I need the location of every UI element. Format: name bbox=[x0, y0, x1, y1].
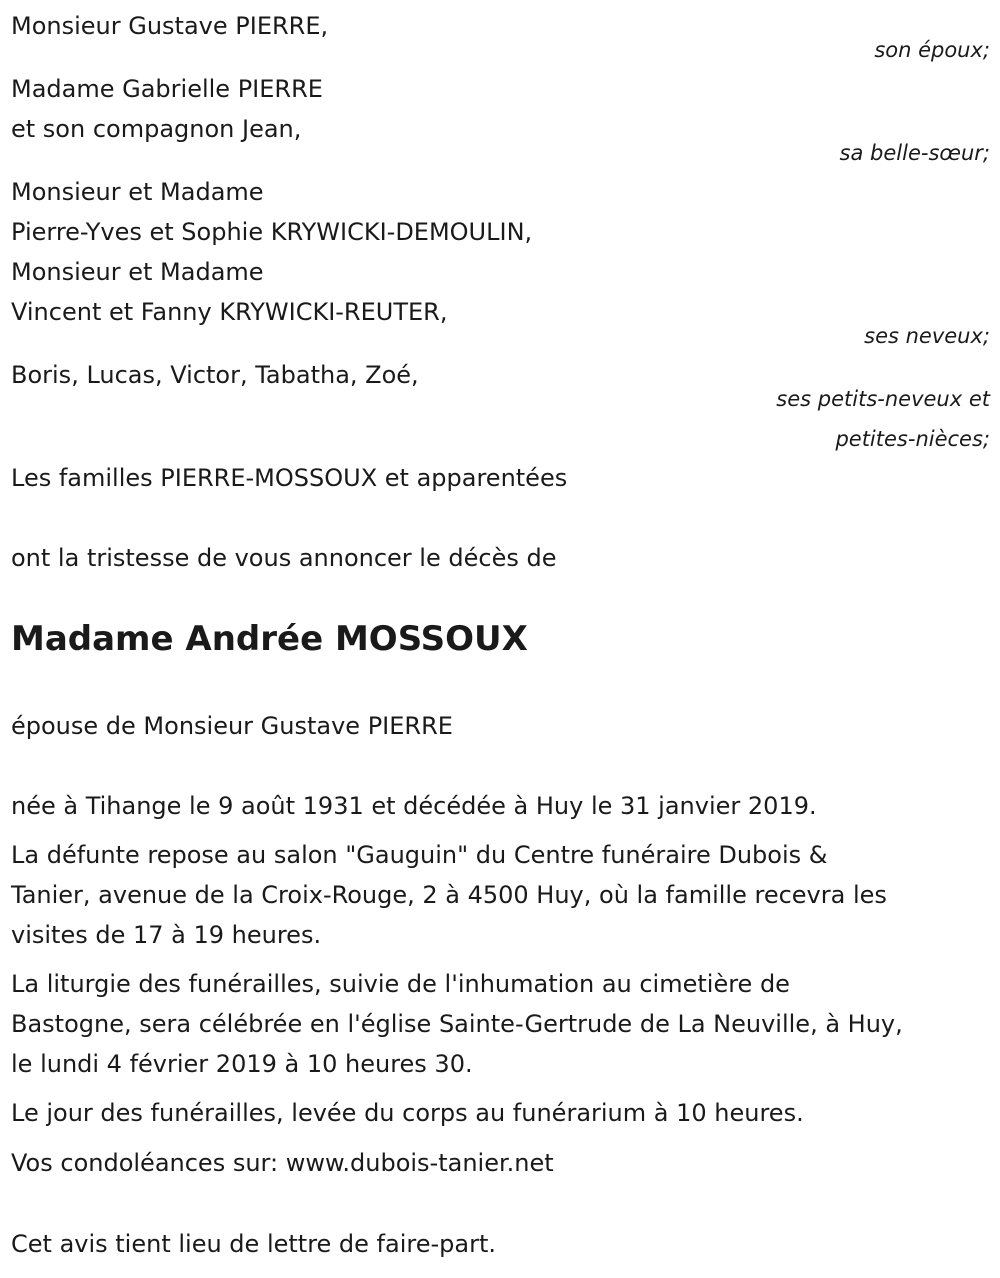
nephew-line-2: Pierre-Yves et Sophie KRYWICKI-DEMOULIN, bbox=[11, 218, 533, 246]
families-line: Les familles PIERRE-MOSSOUX et apparentées bbox=[11, 464, 568, 492]
levee-line: Le jour des funérailles, levée du corps au funérarium à 10 heures. bbox=[11, 1099, 804, 1127]
nephew-line-1: Monsieur et Madame bbox=[11, 178, 264, 206]
husband-role: son époux; bbox=[874, 38, 990, 62]
sister-in-law-role: sa belle-sœur; bbox=[839, 141, 990, 165]
repose-line-2: Tanier, avenue de la Croix-Rouge, 2 à 4500 Huy, où la famille recevra les bbox=[11, 881, 887, 909]
deceased-name: Madame Andrée MOSSOUX bbox=[11, 619, 528, 659]
announcement-line: ont la tristesse de vous annoncer le décès de bbox=[11, 544, 557, 572]
liturgy-line-3: le lundi 4 février 2019 à 10 heures 30. bbox=[11, 1050, 473, 1078]
grand-nephews-role-line-2: petites-nièces; bbox=[835, 427, 990, 451]
spouse-line: épouse de Monsieur Gustave PIERRE bbox=[11, 712, 453, 740]
sister-in-law-name: Madame Gabrielle PIERRE bbox=[11, 75, 323, 103]
liturgy-line-1: La liturgie des funérailles, suivie de l'inhumation au cimetière de bbox=[11, 970, 790, 998]
sister-in-law-companion: et son compagnon Jean, bbox=[11, 115, 302, 143]
liturgy-line-2: Bastogne, sera célébrée en l'église Sainte-Gertrude de La Neuville, à Huy, bbox=[11, 1010, 903, 1038]
closing-line: Cet avis tient lieu de lettre de faire-part. bbox=[11, 1230, 496, 1258]
nephews-role: ses neveux; bbox=[864, 324, 990, 348]
nephew-line-4: Vincent et Fanny KRYWICKI-REUTER, bbox=[11, 298, 448, 326]
condolences-line: Vos condoléances sur: www.dubois-tanier.net bbox=[11, 1149, 554, 1177]
grand-nephews-role-line-1: ses petits-neveux et bbox=[776, 387, 990, 411]
repose-line-1: La défunte repose au salon "Gauguin" du Centre funéraire Dubois & bbox=[11, 841, 828, 869]
repose-line-3: visites de 17 à 19 heures. bbox=[11, 921, 322, 949]
husband-name: Monsieur Gustave PIERRE, bbox=[11, 12, 329, 40]
grand-nephews-names: Boris, Lucas, Victor, Tabatha, Zoé, bbox=[11, 361, 419, 389]
nephew-line-3: Monsieur et Madame bbox=[11, 258, 264, 286]
birth-death-line: née à Tihange le 9 août 1931 et décédée à Huy le 31 janvier 2019. bbox=[11, 792, 817, 820]
